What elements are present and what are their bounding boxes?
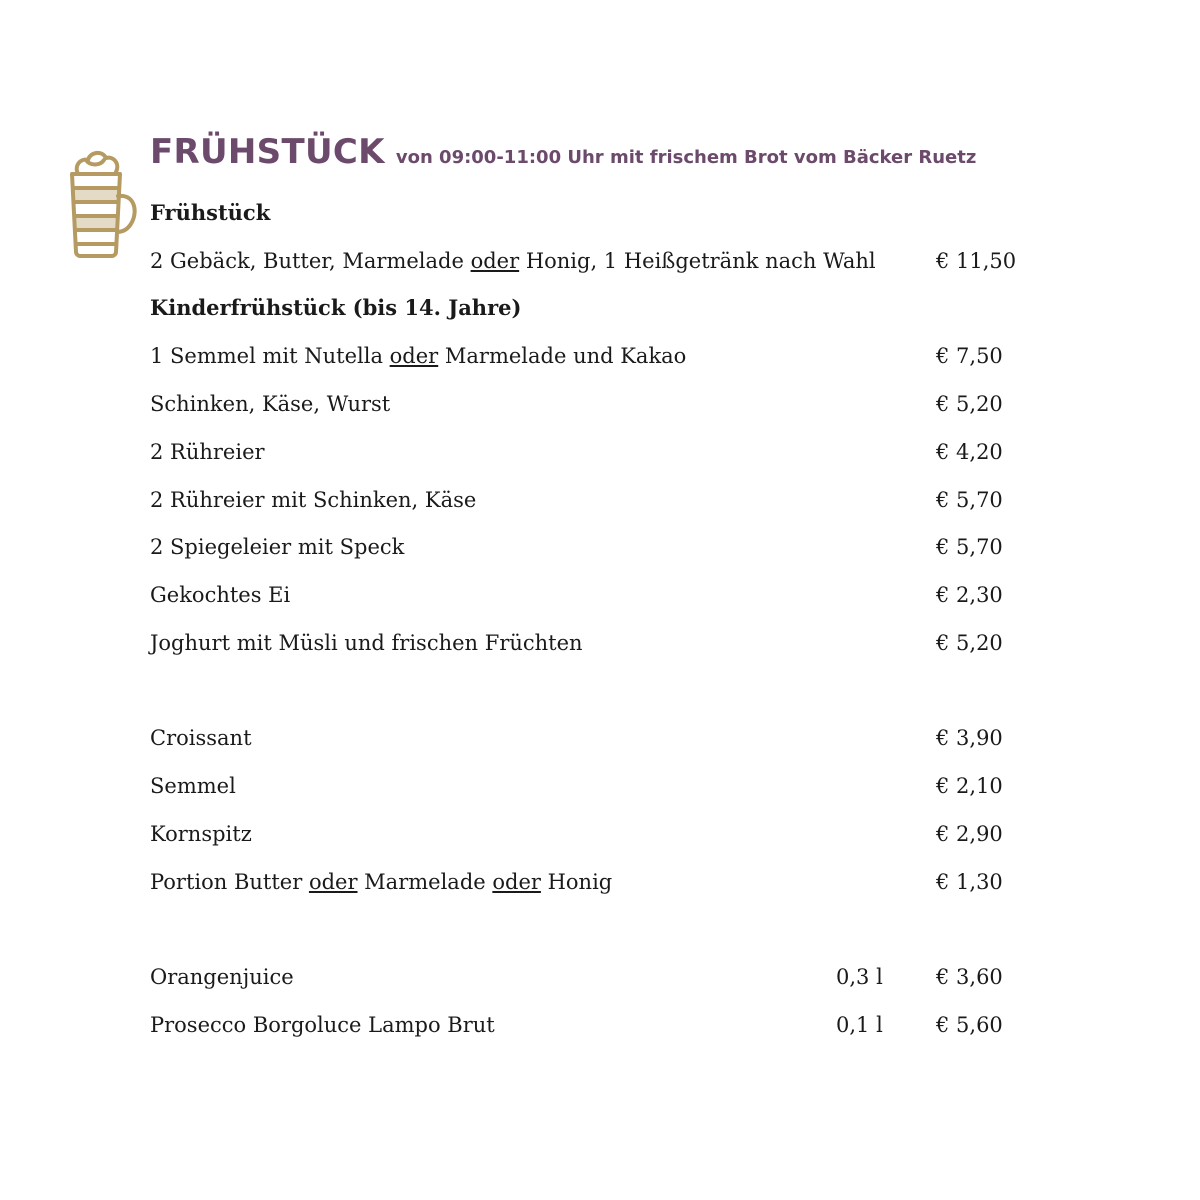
item-label: Prosecco Borgoluce Lampo Brut (150, 1013, 495, 1037)
item-label: Orangenjuice (150, 965, 294, 989)
menu-item (150, 723, 1020, 753)
menu-heading (150, 132, 976, 172)
item-label: Portion Butter oder Marmelade oder Honig (150, 870, 613, 894)
menu-item (150, 389, 1020, 419)
menu-item (150, 628, 1020, 658)
item-volume: 0,1 l (836, 1013, 883, 1037)
menu-item (150, 485, 1020, 515)
item-price: € 5,20 (936, 631, 1003, 655)
item-label: Joghurt mit Müsli und frischen Früchten (150, 631, 583, 655)
section-heading-label: Kinderfrühstück (bis 14. Jahre) (150, 295, 522, 320)
section-heading-fruehstueck (150, 198, 1020, 228)
item-label: 2 Rühreier (150, 440, 265, 464)
item-label: 2 Rühreier mit Schinken, Käse (150, 488, 477, 512)
item-price: € 4,20 (936, 440, 1003, 464)
menu-item (150, 341, 1020, 371)
section-heading-kinder (150, 293, 1020, 323)
item-label: 2 Spiegeleier mit Speck (150, 535, 405, 559)
item-price: € 5,70 (936, 488, 1003, 512)
item-price: € 1,30 (936, 870, 1003, 894)
menu-item (150, 867, 1020, 897)
menu-item (150, 771, 1020, 801)
item-price: € 2,30 (936, 583, 1003, 607)
menu-item (150, 437, 1020, 467)
item-label: 2 Gebäck, Butter, Marmelade oder Honig, 1 Heißgetränk nach Wahl (150, 249, 876, 273)
drink-item (150, 1010, 1020, 1040)
menu-item (150, 819, 1020, 849)
item-price: € 2,90 (936, 822, 1003, 846)
item-price: € 11,50 (936, 249, 1017, 273)
item-price: € 5,70 (936, 535, 1003, 559)
item-price: € 3,60 (936, 965, 1003, 989)
item-volume: 0,3 l (836, 965, 883, 989)
section-heading-label: Frühstück (150, 200, 271, 225)
item-price: € 5,20 (936, 392, 1003, 416)
item-label: 1 Semmel mit Nutella oder Marmelade und Kakao (150, 344, 687, 368)
coffee-cup-icon (56, 144, 138, 258)
item-label: Schinken, Käse, Wurst (150, 392, 391, 416)
page-subtitle: von 09:00-11:00 Uhr mit frischem Brot vom Bäcker Ruetz (395, 147, 977, 168)
menu-item (150, 532, 1020, 562)
menu-item (150, 246, 1020, 276)
item-label: Croissant (150, 726, 252, 750)
item-price: € 7,50 (936, 344, 1003, 368)
drink-item (150, 962, 1020, 992)
item-label: Kornspitz (150, 822, 252, 846)
item-label: Gekochtes Ei (150, 583, 291, 607)
item-price: € 5,60 (936, 1013, 1003, 1037)
item-price: € 3,90 (936, 726, 1003, 750)
item-price: € 2,10 (936, 774, 1003, 798)
item-label: Semmel (150, 774, 236, 798)
page-title: FRÜHSTÜCK (150, 132, 385, 172)
menu-item (150, 580, 1020, 610)
